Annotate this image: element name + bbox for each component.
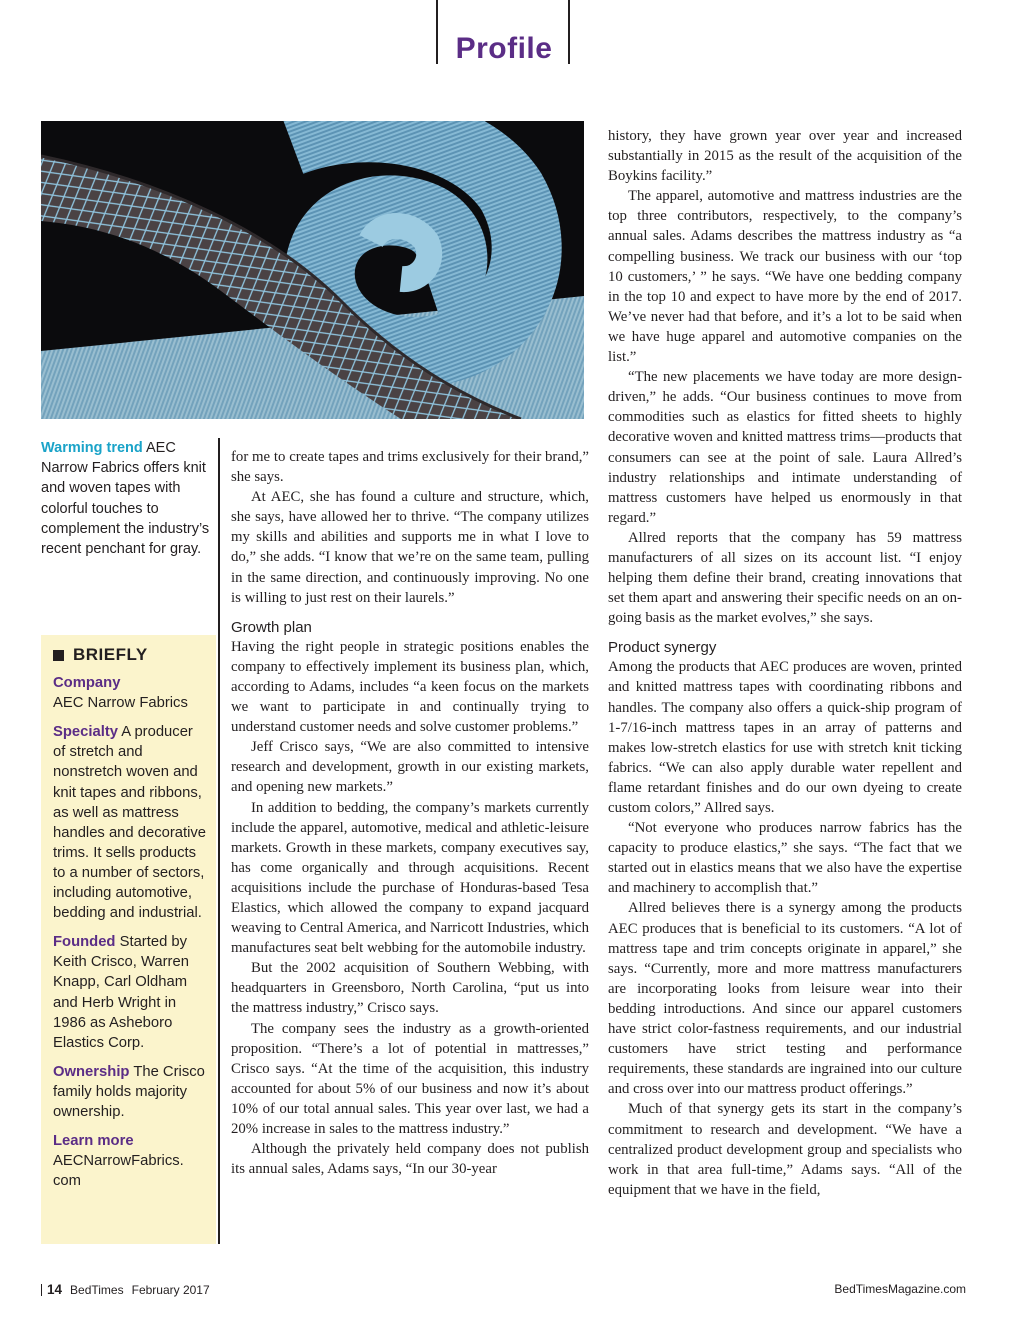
paragraph: Among the products that AEC produces are woven, printed and knitted mattress tapes with coordinating ribbons and handles. The company also offers a quick-ship program of 1-7/16-inch mattress tapes in an array of patterns and makes low-stretch elastics for use with stretch knit ticking fabrics. “We can also apply durable water repellent and flame retardant finishes and do our own dyeing to create custom colors,” Allred says. [608,659,962,816]
briefly-item-founded [53,932,208,1053]
briefly-item-learn-more [53,1131,208,1191]
briefly-label: Learn more [53,1133,134,1150]
paragraph: Allred believes there is a synergy among the products AEC produces that is beneficial to its customers. “A lot of mattress tape and trim concepts originate in apparel,” she says. “Currently, more and more mattress manufacturers are incorporating looks from leisure wear into their bedding introductions. And since our apparel customers have strict color-fastness requirements, and our industrial customers have strict testing and performance requirements, these standards are ingrained into our culture and cross over into our mattress product offerings.” [608,900,962,1098]
section-title: Profile [455,32,553,65]
caption-lead: Warming trend [41,440,143,456]
briefly-item-company [53,673,208,713]
header-rule-right [568,0,570,64]
briefly-heading [53,645,208,665]
paragraph: The company sees the industry as a growth-oriented proposition. “There’s a lot of potential in mattresses,” Crisco says. “At the time of the acquisition, this industry accounted for about 5% of our business and now it’s about 10% of our total annual sales. This year over last, we had a 20% increase in sales to the mattress industry.” [231,1020,589,1137]
briefly-title: BRIEFLY [73,645,148,664]
paragraph: Jeff Crisco says, “We are also committed to intensive research and development, growth in our existing markets, and opening new markets.” [231,739,589,796]
photo-caption [41,438,213,559]
paragraph: history, they have grown year over year and increased substantially in 2015 as the result of the acquisition of the Boykins facility.” [608,128,962,185]
publication-name: BedTimes [70,1282,124,1297]
paragraph: But the 2002 acquisition of Southern Webbing, with headquarters in Greensboro, North Carolina, “put us into the mattress industry,” Crisco says. [231,960,589,1017]
briefly-label: Company [53,675,121,692]
briefly-sidebar [41,635,216,1244]
paragraph: “Not everyone who produces narrow fabrics has the capacity to produce elastics,” she says. “The fact that we started out in elastics means that we also have the expertise and machinery to accomplish that.” [608,820,962,897]
paragraph: Having the right people in strategic positions enables the company to effectively implement its business plan, which, according to Adams, includes “a keen focus on the markets we want to participate in and continually trying to understand customer needs and solve customer problems.” [231,638,589,736]
column-divider [218,438,220,1244]
caption-text: AEC Narrow Fabrics offers knit and woven tapes with colorful touches to complement the industry’s recent penchant for gray. [41,440,210,558]
woven-tape-illustration [41,121,584,419]
website-link[interactable]: AECNarrowFabrics. com [53,1153,184,1190]
briefly-value: Started by Keith Crisco, Warren Knapp, Carl Oldham and Herb Wright in 1986 as Asheboro Elastics Corp. [53,934,189,1051]
briefly-value: AEC Narrow Fabrics [53,695,188,712]
briefly-label: Ownership [53,1063,130,1080]
paragraph: The apparel, automotive and mattress industries are the top three contributors, respectively, to the company’s annual sales. Adams describes the mattress industry as “a compelling business. We track our business with our ‘top 10 customers,’ ” he says. “We have one bedding company in the top 10 and expect to have more by the end of 2017. We’ve never had that before, and it’s a lot to be said when we have huge apparel and automotive companies on the list.” [608,188,962,366]
paragraph: Although the privately held company does not publish its annual sales, Adams says, “In our 30-year [231,1141,589,1178]
article-column-middle [231,447,589,1179]
square-bullet-icon [53,650,64,661]
briefly-item-ownership [53,1062,208,1122]
page-number: 14 [47,1282,63,1297]
header-rule-left [436,0,438,64]
briefly-label: Founded [53,934,116,951]
paragraph: “The new placements we have today are more design-driven,” he adds. “Our business continues to move from commodities such as elastics for fitted sheets to highly decorative woven and knitted mattress trims—products that consumers can see at the point of sale. Laura Allred’s industry relationships and intimate understanding of mattress customers have helped us enormously in that regard.” [608,369,962,526]
paragraph: Allred reports that the company has 59 mattress manufacturers of all sizes on its account list. “I enjoy helping them define their brand, creating innovations that set them apart and answering their specific needs on an on-going basis as the market evolves,” she says. [608,529,962,627]
briefly-label: Specialty [53,724,118,741]
article-column-right [608,126,962,1200]
paragraph: Much of that synergy gets its start in the company’s commitment to research and development. “We have a centralized product development group and specialists who work in that area full-time,” Adams says. “All of the equipment that we have in the field, [608,1101,962,1198]
footer-rule [41,1284,42,1296]
subheading-product-synergy: Product synergy [608,639,717,657]
paragraph: for me to create tapes and trims exclusively for their brand,” she says. [231,449,589,486]
footer-website[interactable]: BedTimesMagazine.com [834,1282,966,1296]
paragraph: At AEC, she has found a culture and structure, which, she says, have allowed her to thrive. “The company utilizes my skills and abilities and supports me in what I love to do,” she adds. “I know that we’re on the same team, pulling in the same direction, and continuously improving. No one is willing to just rest on their laurels.” [231,489,589,606]
subheading-growth-plan: Growth plan [231,618,312,636]
issue-date: February 2017 [131,1282,210,1297]
briefly-item-specialty [53,722,208,923]
footer-left [41,1282,210,1297]
briefly-value: The Crisco family holds majority ownership. [53,1063,205,1120]
paragraph: In addition to bedding, the company’s markets currently include the apparel, automotive, medical and athletic-leisure markets. Growth in these markets, company executives say, has come organically and through acquisitions. Recent acquisitions include the purchase of Honduras-based Tesa Elastics, which allowed the company to expand jacquard weaving to Central America, and Narricott Industries, which manufactures seat belt webbing for the automobile industry. [231,799,589,957]
product-photo [41,121,584,419]
briefly-value: A producer of stretch and nonstretch woven and knit tapes and ribbons, as well as mattress handles and decorative trims. It sells products to a number of sectors, including automotive, bedding and industrial. [53,724,207,922]
